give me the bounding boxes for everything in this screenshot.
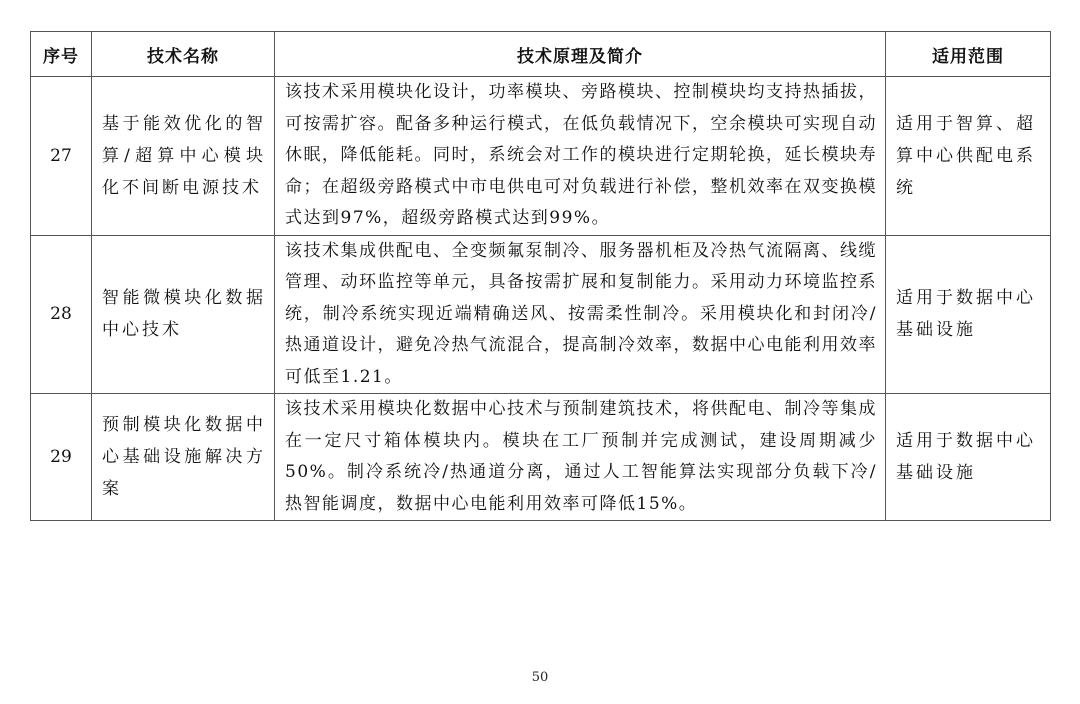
technology-principle: 该技术采用模块化数据中心技术与预制建筑技术，将供配电、制冷等集成在一定尺寸箱体模块内。模块在工厂预制并完成测试，建设周期减少50%。制冷系统冷/热通道分离，通过人工智能算法实现部分负载下冷/热智能调度，数据中心电能利用效率可降低15%。 (275, 394, 886, 521)
row-number: 29 (31, 394, 92, 521)
technology-principle: 该技术集成供配电、全变频氟泵制冷、服务器机柜及冷热气流隔离、线缆管理、动环监控等单元，具备按需扩展和复制能力。采用动力环境监控系统，制冷系统实现近端精确送风、按需柔性制冷。采用模块化和封闭冷/热通道设计，避免冷热气流混合，提高制冷效率，数据中心电能利用效率可低至1.21。 (275, 235, 886, 394)
technology-scope: 适用于智算、超算中心供配电系统 (886, 77, 1051, 236)
header-principle: 技术原理及简介 (275, 32, 886, 77)
table-header-row (31, 32, 1051, 77)
technology-scope: 适用于数据中心基础设施 (886, 394, 1051, 521)
header-no: 序号 (31, 32, 92, 77)
header-name: 技术名称 (92, 32, 275, 77)
technology-name: 智能微模块化数据中心技术 (92, 235, 275, 394)
technology-table (30, 31, 1051, 521)
row-number: 28 (31, 235, 92, 394)
header-scope: 适用范围 (886, 32, 1051, 77)
technology-name: 基于能效优化的智算/超算中心模块化不间断电源技术 (92, 77, 275, 236)
table-row (31, 77, 1051, 236)
page-number: 50 (531, 670, 549, 685)
row-number: 27 (31, 77, 92, 236)
table-row (31, 394, 1051, 521)
technology-principle: 该技术采用模块化设计，功率模块、旁路模块、控制模块均支持热插拔，可按需扩容。配备多种运行模式，在低负载情况下，空余模块可实现自动休眠，降低能耗。同时，系统会对工作的模块进行定期轮换，延长模块寿命；在超级旁路模式中市电供电可对负载进行补偿，整机效率在双变换模式达到97%，超级旁路模式达到99%。 (275, 77, 886, 236)
technology-scope: 适用于数据中心基础设施 (886, 235, 1051, 394)
table-row (31, 235, 1051, 394)
technology-name: 预制模块化数据中心基础设施解决方案 (92, 394, 275, 521)
